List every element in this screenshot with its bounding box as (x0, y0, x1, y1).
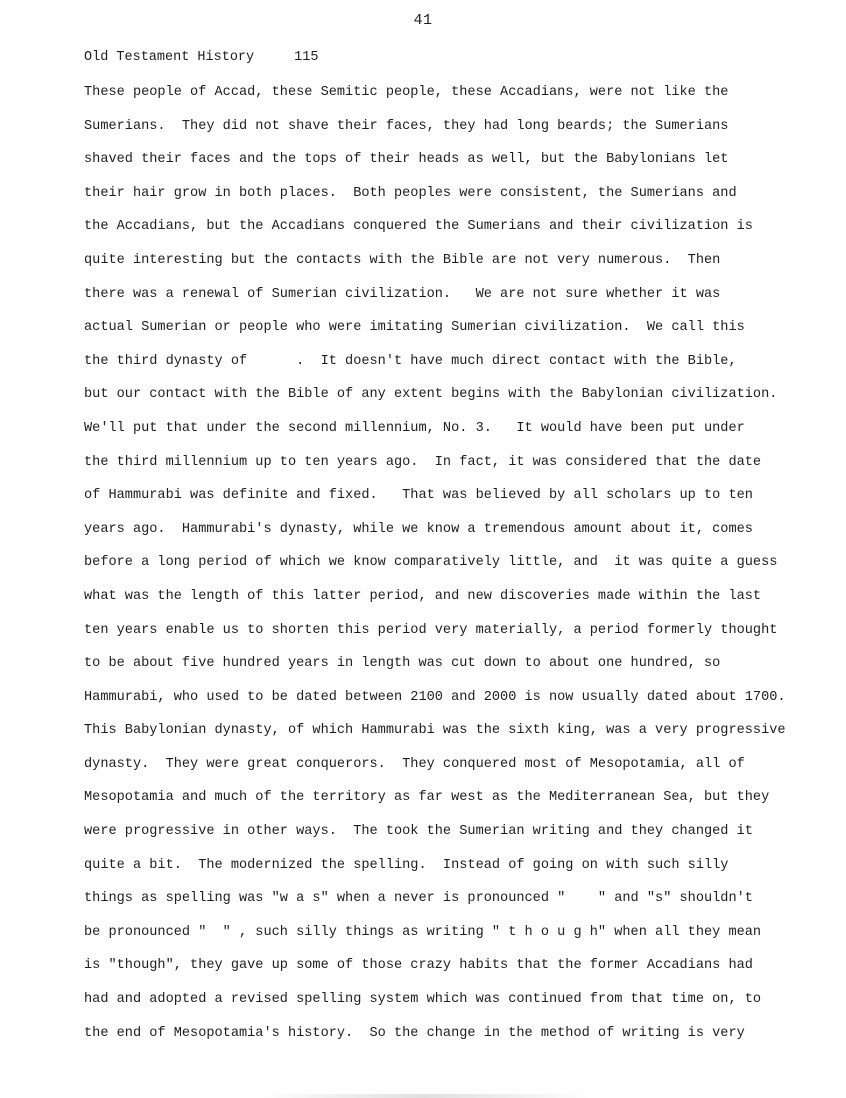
text-line: ten years enable us to shorten this period very materially, a period formerly thought (84, 622, 778, 638)
text-line: actual Sumerian or people who were imitating Sumerian civilization. We call this (84, 320, 745, 336)
text-line: before a long period of which we know comparatively little, and it was quite a guess (84, 555, 778, 571)
text-line: Mesopotamia and much of the territory as far west as the Mediterranean Sea, but they (84, 790, 770, 806)
text-line: Hammurabi, who used to be dated between 2100 and 2000 is now usually dated about 1700. (84, 689, 786, 705)
text-line: These people of Accad, these Semitic people, these Accadians, were not like the (84, 85, 729, 100)
text-line: the end of Mesopotamia's history. So the change in the method of writing is very (84, 1025, 745, 1041)
text-line: of Hammurabi was definite and fixed. That was believed by all scholars up to ten (84, 488, 753, 504)
text-line: be pronounced " " , such silly things as writing " t h o u g h" when all they mean (84, 924, 762, 940)
text-line: the Accadians, but the Accadians conquered the Sumerians and their civilization is (84, 219, 753, 235)
text-line: is "though", they gave up some of those crazy habits that the former Accadians had (84, 958, 753, 974)
text-line: quite interesting but the contacts with the Bible are not very numerous. Then (84, 252, 721, 268)
header-title: Old Testament History (84, 50, 255, 65)
text-line: but our contact with the Bible of any extent begins with the Babylonian civilization. (84, 387, 778, 403)
text-line: had and adopted a revised spelling system which was continued from that time on, to (84, 992, 762, 1008)
text-line: quite a bit. The modernized the spelling. Instead of going on with such silly (84, 857, 729, 873)
running-header (84, 50, 318, 65)
text-line: This Babylonian dynasty, of which Hammurabi was the sixth king, was a very progressive (84, 723, 786, 739)
text-line: the third millennium up to ten years ago. In fact, it was considered that the date (84, 454, 762, 470)
scan-edge-shadow (260, 1094, 590, 1098)
header-number: 115 (294, 50, 319, 65)
body-text (84, 83, 809, 1057)
text-line: their hair grow in both places. Both peoples were consistent, the Sumerians and (84, 185, 737, 201)
text-line: were progressive in other ways. The took the Sumerian writing and they changed it (84, 824, 753, 840)
text-line: to be about five hundred years in length was cut down to about one hundred, so (84, 656, 721, 672)
text-line: shaved their faces and the tops of their heads as well, but the Babylonians let (84, 152, 729, 168)
text-line: Sumerians. They did not shave their faces, they had long beards; the Sumerians (84, 118, 729, 134)
text-line: years ago. Hammurabi's dynasty, while we know a tremendous amount about it, comes (84, 521, 753, 537)
text-line: there was a renewal of Sumerian civilization. We are not sure whether it was (84, 286, 721, 302)
page-number: 41 (413, 12, 433, 29)
text-line: things as spelling was "w a s" when a never is pronounced " " and "s" shouldn't (84, 891, 753, 907)
text-line: dynasty. They were great conquerors. They conquered most of Mesopotamia, all of (84, 756, 745, 772)
text-line: We'll put that under the second millennium, No. 3. It would have been put under (84, 420, 745, 436)
text-line: what was the length of this latter period, and new discoveries made within the last (84, 588, 762, 604)
text-line: the third dynasty of . It doesn't have much direct contact with the Bible, (84, 353, 737, 369)
